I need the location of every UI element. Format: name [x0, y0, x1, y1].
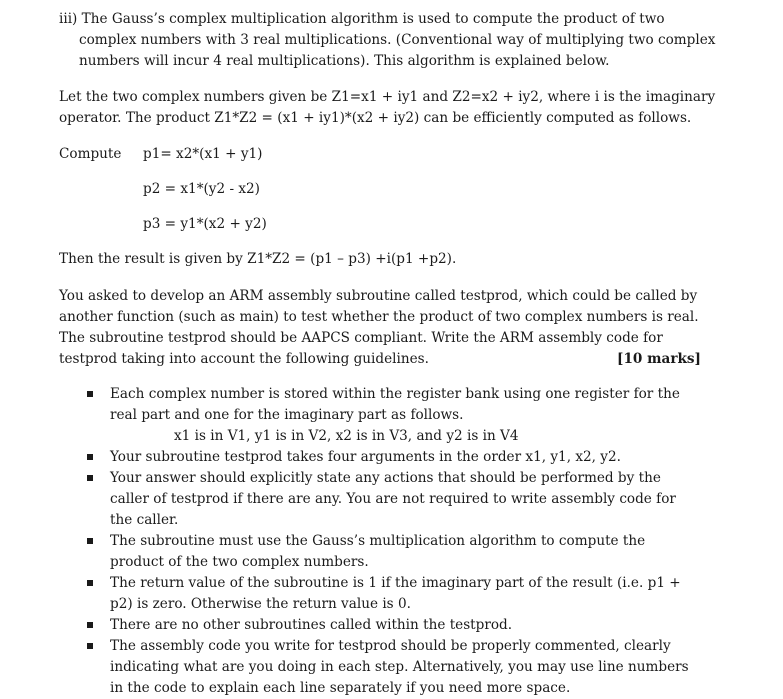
- bullet-icon: [87, 538, 93, 544]
- list-item: [0, 384, 702, 447]
- bullet-icon: [87, 580, 93, 586]
- guideline-text: There are no other subroutines called within the testprod.: [110, 617, 513, 633]
- bullet-icon: [87, 391, 93, 397]
- list-item: [0, 468, 702, 531]
- compute-label: Compute: [59, 146, 122, 162]
- guideline-text: The assembly code you write for testprod should be properly commented, clearly indicating what are you doing in each step. Alternatively, you may use line numbers in the code to explain each line separately if you need more space.: [110, 638, 689, 696]
- guidelines-list: [0, 384, 783, 699]
- guideline-text: Each complex number is stored within the register bank using one register for the real part and one for the imaginary part as follows.: [110, 386, 680, 423]
- list-item: [0, 531, 702, 573]
- bullet-icon: [87, 643, 93, 649]
- list-item: [0, 573, 702, 615]
- marks-label: [10 marks]: [617, 351, 701, 367]
- equation-p2: p2 = x1*(y2 - x2): [143, 181, 260, 197]
- guideline-text: The return value of the subroutine is 1 if the imaginary part of the result (i.e. p1 + p2) is zero. Otherwise the return value is 0.: [110, 575, 681, 612]
- result-paragraph: Then the result is given by Z1*Z2 = (p1 – p3) +i(p1 +p2).: [59, 251, 457, 267]
- bullet-icon: [87, 454, 93, 460]
- intro-first-line: iii) The Gauss’s complex multiplication algorithm is used to compute the product of two: [59, 11, 665, 27]
- bullet-icon: [87, 475, 93, 481]
- list-item: [0, 447, 702, 468]
- task-text: You asked to develop an ARM assembly subroutine called testprod, which could be called by another function (such as main) to test whether the product of two complex numbers is real. The subroutine testprod should be AAPCS compliant. Write the ARM assembly code for testprod taking into account the following guidelines.: [59, 288, 699, 367]
- register-mapping: x1 is in V1, y1 is in V2, x2 is in V3, and y2 is in V4: [174, 428, 519, 444]
- guideline-text: The subroutine must use the Gauss’s multiplication algorithm to compute the product of the two complex numbers.: [110, 533, 646, 570]
- intro-paragraph: [59, 9, 719, 72]
- bullet-icon: [87, 622, 93, 628]
- equation-p1: p1= x2*(x1 + y1): [143, 146, 263, 162]
- guideline-text: Your subroutine testprod takes four arguments in the order x1, y1, x2, y2.: [110, 449, 621, 465]
- given-paragraph: Let the two complex numbers given be Z1=x1 + iy1 and Z2=x2 + iy2, where i is the imaginary operator. The product Z1*Z2 = (x1 + iy1)*(x2 + iy2) can be efficiently computed as follows.: [59, 89, 716, 126]
- list-item: [0, 615, 702, 636]
- equation-p3: p3 = y1*(x2 + y2): [143, 216, 267, 232]
- guideline-text: Your answer should explicitly state any actions that should be performed by the caller of testprod if there are any. You are not required to write assembly code for the caller.: [110, 470, 676, 528]
- list-item: [0, 636, 702, 699]
- task-paragraph: [59, 286, 701, 370]
- intro-continuation: complex numbers with 3 real multiplications. (Conventional way of multiplying two complex numbers will incur 4 real multiplications). This algorithm is explained below.: [79, 32, 716, 69]
